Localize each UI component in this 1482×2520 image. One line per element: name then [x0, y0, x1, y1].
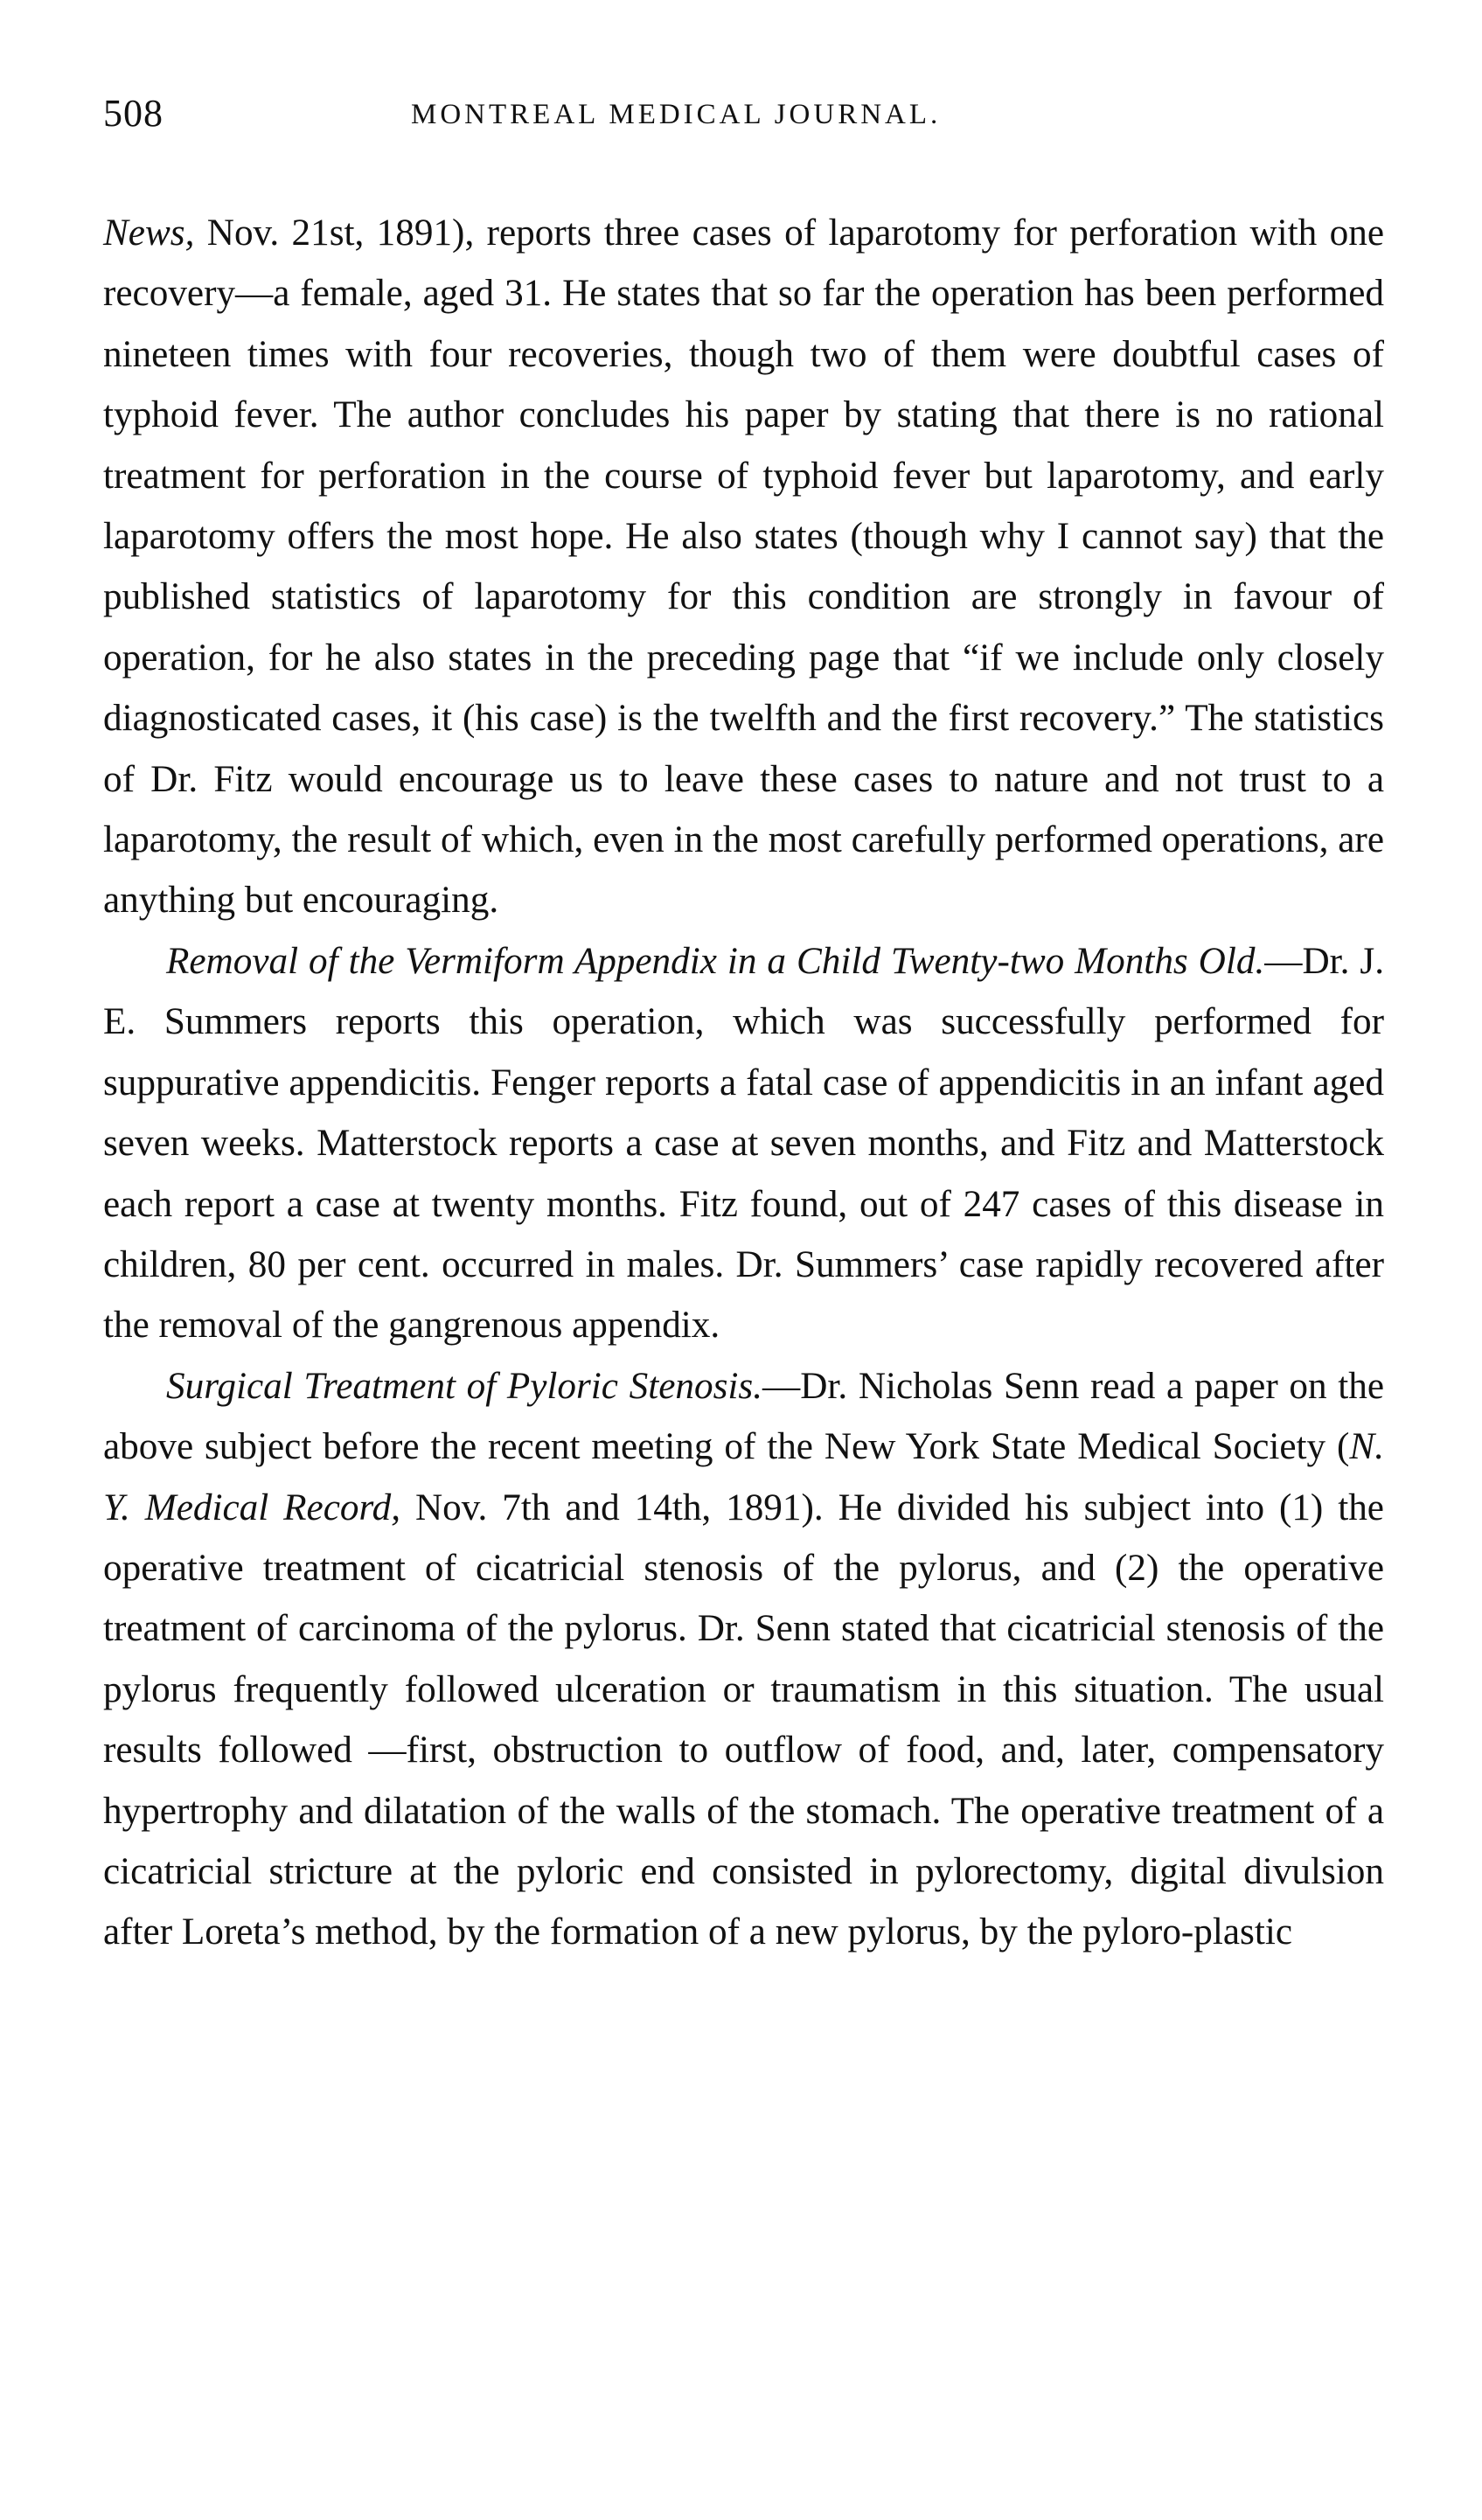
citation: N. Y. Medical Record,: [103, 1426, 1384, 1528]
paragraph-news-continuation: [103, 203, 1384, 931]
journal-page: [103, 87, 1384, 1963]
body-text: [103, 203, 1384, 1963]
section-heading: Removal of the Vermiform Appendix in a Child Twenty-two Months Old.: [166, 940, 1265, 982]
section-heading: Surgical Treatment of Pyloric Stenosis.: [166, 1365, 762, 1407]
page-number: 508: [103, 92, 164, 135]
text-segment: Nov. 7th and 14th, 1891). He divided his subject into (1) the operative treatment of cicatricial stenosis of the pylorus, and (2) the operative treatment of carcinoma of the pylorus. Dr. Senn stated that cicatricial stenosis of the pylorus frequently followed ulceration or traumatism in this situation. The usual results followed —first, obstruction to outflow of food, and, later, compensatory hypertrophy and dilatation of the walls of the stomach. The operative treatment of a cicatricial stricture at the pyloric end consisted in pylorectomy, digital divulsion after Loreta’s method, by the formation of a new pylorus, by the pyloro-plastic: [103, 1486, 1384, 1953]
running-head: [103, 87, 1384, 149]
text-segment: —Dr. J. E. Summers reports this operation, which was successfully performed for suppurative appendicitis. Fenger reports a fatal case of appendicitis in an infant aged seven weeks. Matterstock reports a case at seven months, and Fitz and Matterstock each report a case at twenty months. Fitz found, out of 247 cases of this disease in children, 80 per cent. occurred in males. Dr. Summers’ case rapidly recovered after the removal of the gangrenous appendix.: [103, 940, 1384, 1347]
journal-title: MONTREAL MEDICAL JOURNAL.: [411, 99, 942, 130]
text-segment: —Dr. Nicholas Senn read a paper on the above subject before the recent meeting of the New York State Medical Society (: [103, 1365, 1384, 1468]
paragraph-pyloric-stenosis: [103, 1356, 1384, 1963]
text-segment: News,: [103, 212, 195, 254]
paragraph-vermiform-appendix: [103, 931, 1384, 1356]
text-segment: Nov. 21st, 1891), reports three cases of laparotomy for perforation with one recovery—a female, aged 31. He states that so far the operation has been performed nineteen times with four recoveries, though two of them were doubtful cases of typhoid fever. The author concludes his paper by stating that there is no rational treatment for perforation in the course of typhoid fever but laparotomy, and early laparotomy offers the most hope. He also states (though why I cannot say) that the published statistics of laparotomy for this condition are strongly in favour of operation, for he also states in the preceding page that “if we include only closely diagnosticated cases, it (his case) is the twelfth and the first recovery.” The statistics of Dr. Fitz would encourage us to leave these cases to nature and not trust to a laparotomy, the result of which, even in the most carefully performed operations, are anything but encouraging.: [103, 212, 1384, 922]
